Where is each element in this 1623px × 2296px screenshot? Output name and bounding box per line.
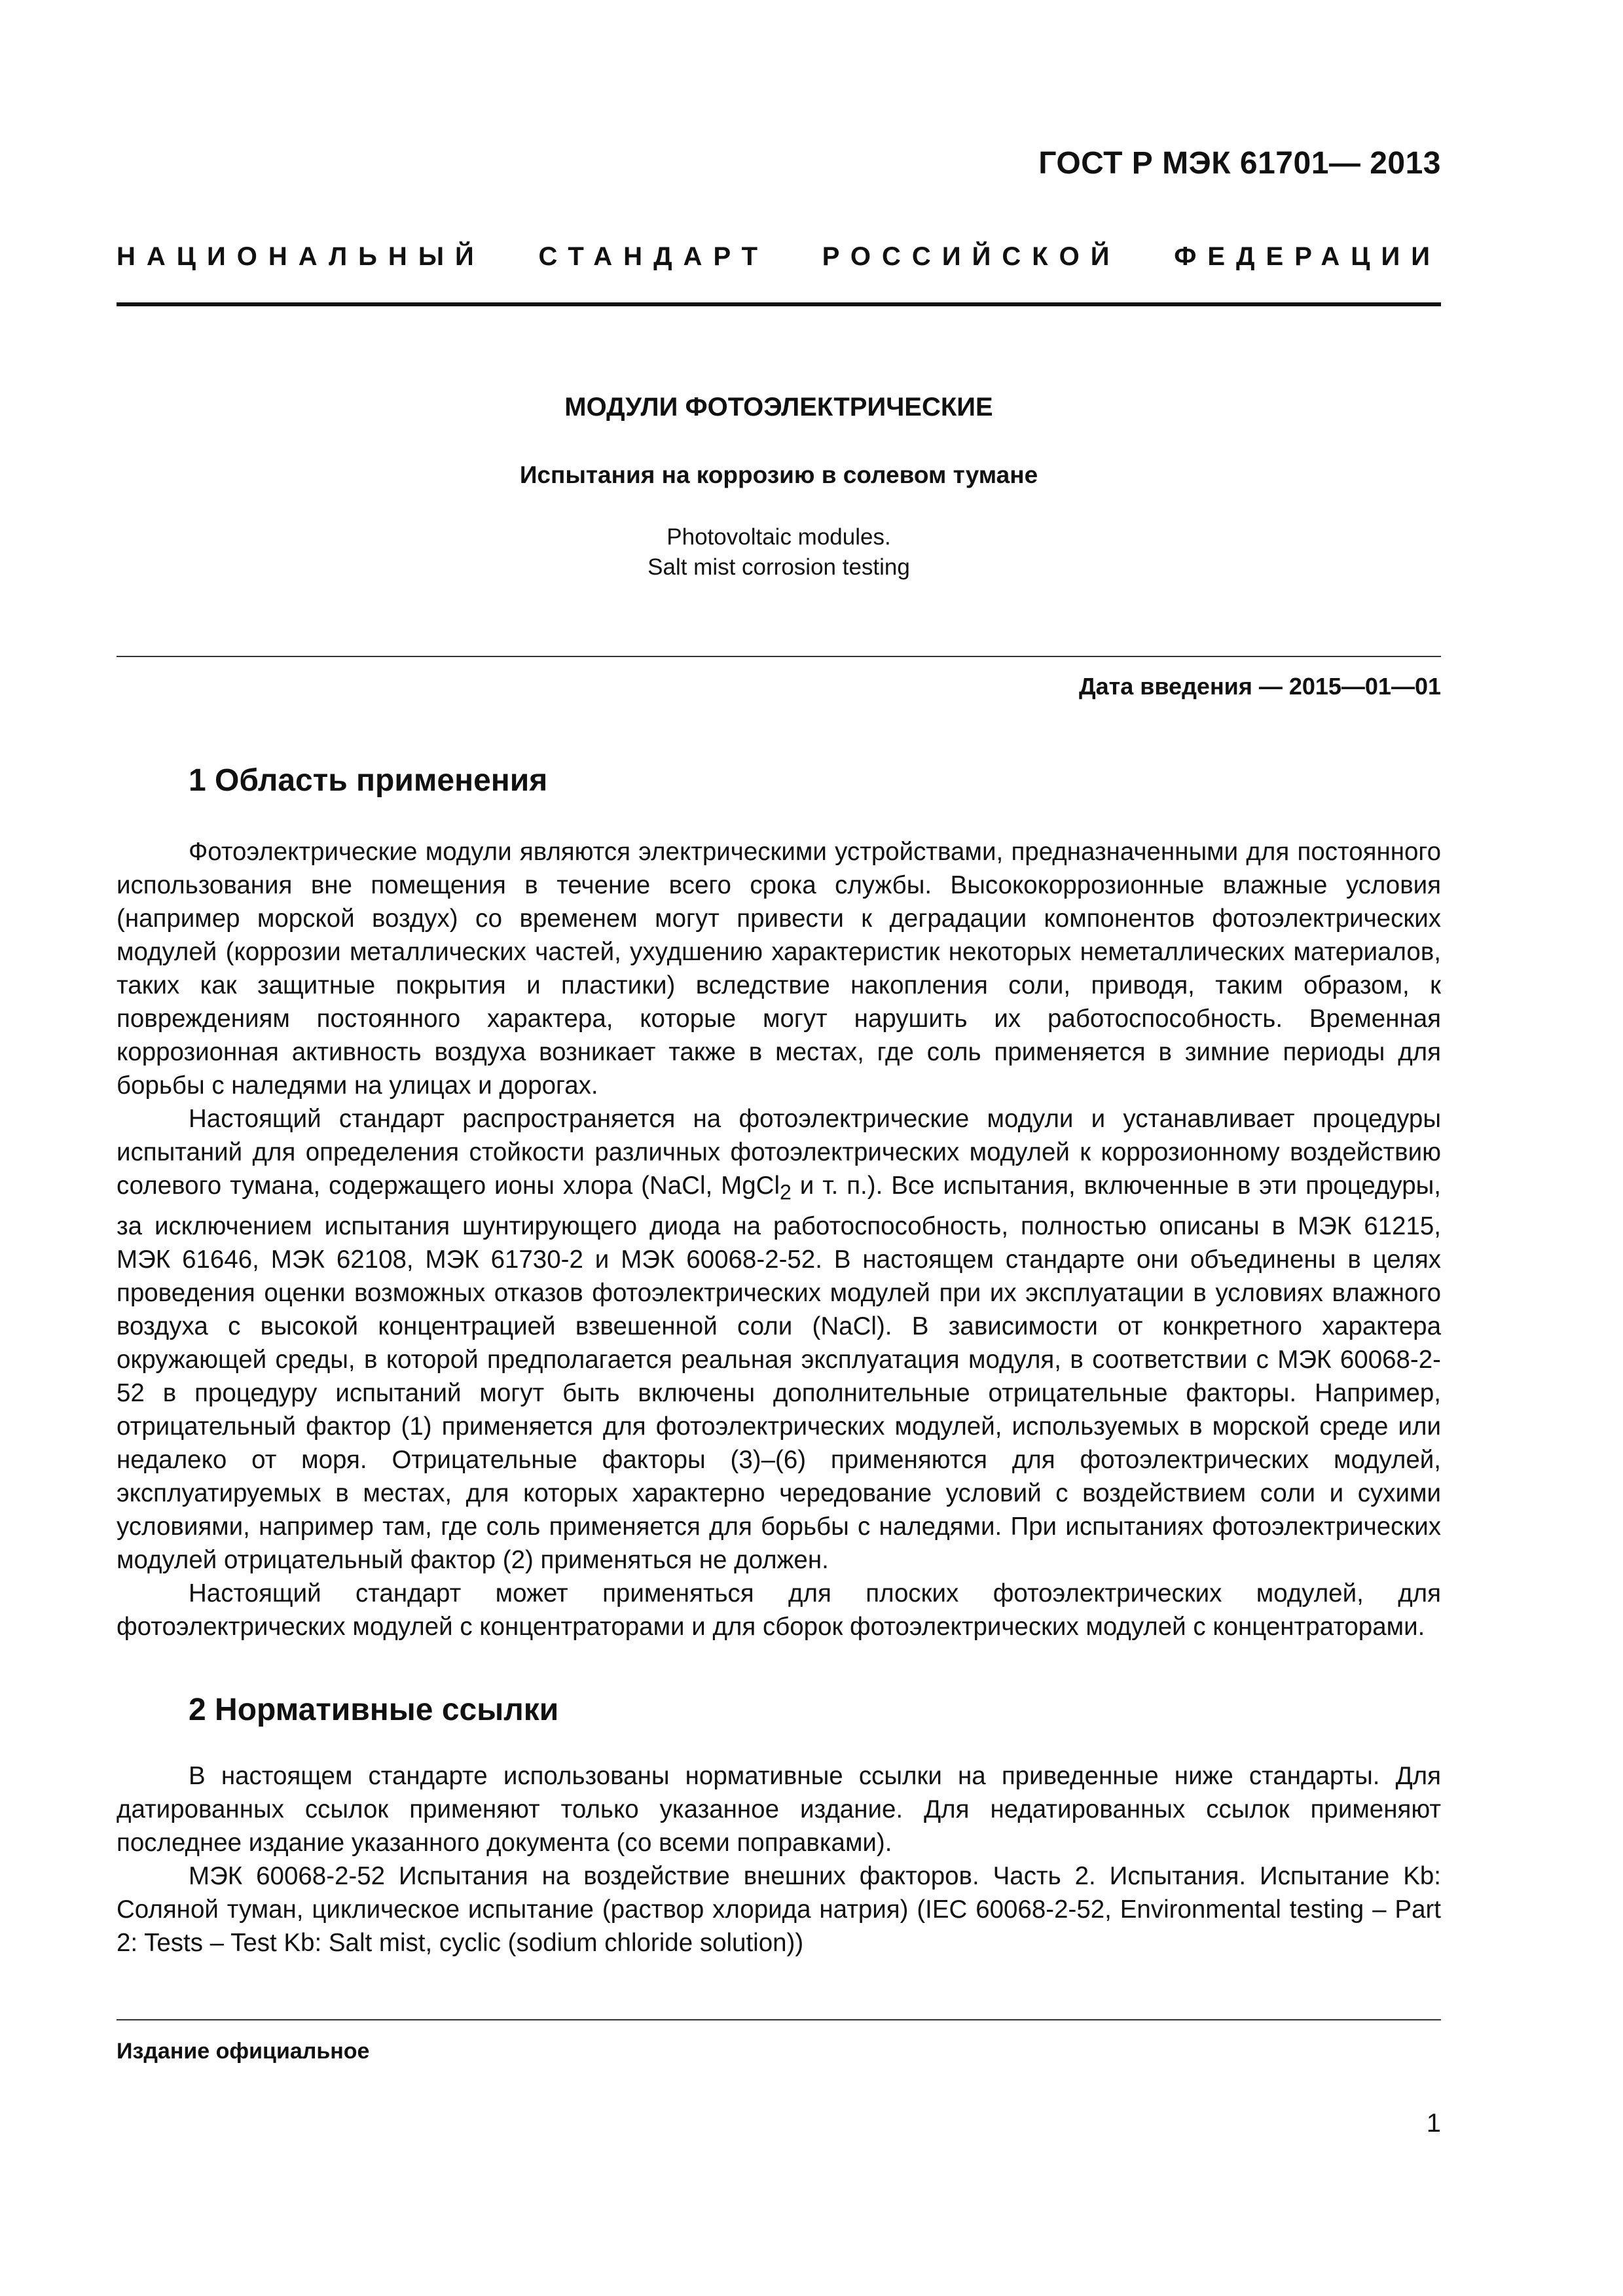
banner-word: РОССИЙСКОЙ [822, 242, 1121, 271]
footer-rule [117, 2019, 1441, 2020]
section-2-heading: 2 Нормативные ссылки [189, 1693, 559, 1727]
banner-word: ФЕДЕРАЦИИ [1174, 242, 1441, 271]
header-rule [117, 302, 1441, 306]
section-2-body [117, 1759, 1441, 1960]
document-subtitle: Испытания на коррозию в солевом тумане [519, 461, 1038, 488]
paragraph-text: Настоящий стандарт распространяется на фотоэлектрические модули и устанавливает процедуры испытаний для определения стойкости различных фотоэлектрических модулей к коррозионному воздействию солевого тумана, содержащего ионы хлора (NaCl, MgCl [117, 1105, 1441, 1200]
page-number: 1 [1426, 2109, 1441, 2138]
title-rule [117, 656, 1441, 657]
banner-word: НАЦИОНАЛЬНЫЙ [117, 242, 485, 271]
english-title [117, 522, 1441, 583]
document-title: МОДУЛИ ФОТОЭЛЕКТРИЧЕСКИЕ [564, 393, 993, 422]
section-heading [189, 1692, 558, 1728]
section-1-body [117, 835, 1441, 1643]
section-1-heading: 1 Область применения [189, 763, 548, 798]
subscript: 2 [780, 1180, 792, 1204]
section-heading [189, 762, 547, 798]
paragraph-text: и т. п.). Все испытания, включенные в эти процедуры, за исключением испытания шунтирующего диода на работоспособность, полностью описаны в МЭК 61215, МЭК 61646, МЭК 62108, МЭК 61730-2 и МЭК 60068-2-52. В настоящем стандарте они объединены в целях проведения оценки возможных отказов фотоэлектрических модулей при их эксплуатации в условиях влажного воздуха с высокой концентрацией взвешенной соли (NaCl). В зависимости от конкретного характера окружающей среды, в которой предполагается реальная эксплуатация модуля, в соответствии с МЭК 60068-2-52 в процедуру испытаний могут быть включены дополнительные отрицательные факторы. Например, отрицательный фактор (1) применяется для фотоэлектрических модулей, используемых в морской среде или недалеко от моря. Отрицательные факторы (3)–(6) применяются для фотоэлектрических модулей, эксплуатируемых в местах, для которых характерно чередование условий с воздействием соли и сухими условиями, например там, где соль применяется для борьбы с наледями. При испытаниях фотоэлектрических модулей отрицательный фактор (2) применяться не должен. [117, 1172, 1441, 1574]
english-title-line: Photovoltaic modules. [666, 524, 891, 550]
national-standard-banner [117, 242, 1441, 272]
paragraph: МЭК 60068-2-52 Испытания на воздействие внешних факторов. Часть 2. Испытания. Испытание Kb: Соляной туман, циклическое испытание (раствор хлорида натрия) (IEC 60068-2-52, Environmental testing – Part 2: Tests – Test Kb: Salt mist, cyclic (sodium chloride solution)) [117, 1862, 1441, 1957]
paragraph: В настоящем стандарте использованы нормативные ссылки на приведенные ниже стандарты. Для датированных ссылок применяют только указанное издание. Для недатированных ссылок применяют последнее издание указанного документа (со всеми поправками). [117, 1762, 1441, 1857]
banner-word: СТАНДАРТ [538, 242, 769, 271]
paragraph [117, 1102, 1441, 1577]
introduction-date: Дата введения — 2015—01—01 [1078, 673, 1441, 700]
english-title-line: Salt mist corrosion testing [647, 554, 910, 580]
paragraph: Настоящий стандарт может применяться для плоских фотоэлектрических модулей, для фотоэлектрических модулей с концентраторами и для сборок фотоэлектрических модулей с концентраторами. [117, 1579, 1441, 1641]
official-edition-label: Издание официальное [117, 2039, 370, 2064]
document-code: ГОСТ Р МЭК 61701— 2013 [1038, 146, 1441, 181]
paragraph: Фотоэлектрические модули являются электрическими устройствами, предназначенными для постоянного использования вне помещения в течение всего срока службы. Высококоррозионные влажные условия (например морской воздух) со временем могут привести к деградации компонентов фотоэлектрических модулей (коррозии металлических частей, ухудшению характеристик некоторых неметаллических материалов, таких как защитные покрытия и пластики) вследствие накопления соли, приводя, таким образом, к повреждениям постоянного характера, которые могут нарушить их работоспособность. Временная коррозионная активность воздуха возникает также в местах, где соль применяется в зимние периоды для борьбы с наледями на улицах и дорогах. [117, 838, 1441, 1100]
